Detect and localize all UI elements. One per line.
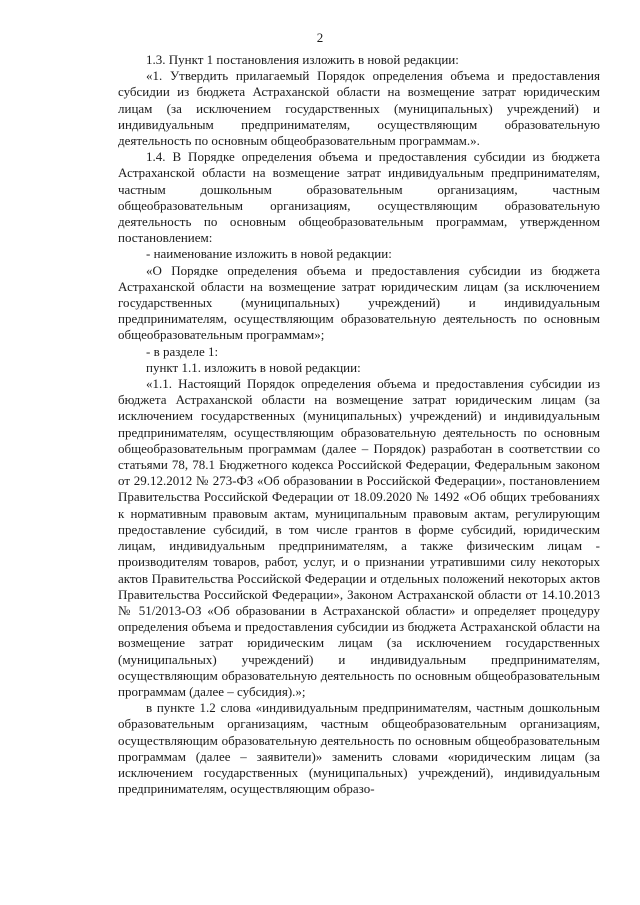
paragraph-1-4: 1.4. В Порядке определения объема и предоставления субсидии из бюджета Астраханской области на возмещение затрат индивидуальным предпринимателям, частным дошкольным образовательным организациям, частным общеобразовательным организациям, осуществляющим образовательную деятельность по основным общеобразовательным программам, утвержденном постановлением: xyxy=(118,149,600,246)
paragraph-section-1: - в разделе 1: xyxy=(146,343,219,359)
paragraph-quote-title: «О Порядке определения объема и предоставления субсидии из бюджета Астраханской области на возмещение затрат юридическим лицам (за исключением государственных (муниципальных) учреждений) и индивидуальным предпринимателям, осуществляющим образовательную деятельность по основным общеобразовательным программам»; xyxy=(118,262,600,343)
paragraph-1-3: 1.3. Пункт 1 постановления изложить в новой редакции: xyxy=(146,52,459,67)
page-number: 2 xyxy=(316,30,324,45)
document-body xyxy=(118,52,600,797)
paragraph-point-1-2: в пункте 1.2 слова «индивидуальным предпринимателям, частным дошкольным образовательным организациям, частным общеобразовательным организациям, осуществляющим образовательную деятельность по основным общеобразовательным программам (далее – заявители)» заменить словами «юридическим лицам (за исключением государственных (муниципальных) учреждений), индивидуальным предпринимателям, осуществляющим образо- xyxy=(118,700,600,797)
paragraph-quote-point-1: «1. Утвердить прилагаемый Порядок определения объема и предоставления субсидии из бюджета Астраханской области на возмещение затрат юридическим лицам (за исключением государственных (муниципальных) учреждений) и индивидуальным предпринимателям, осуществляющим образовательную деятельность по основным общеобразовательным программам.». xyxy=(118,68,600,149)
paragraph-title-change: - наименование изложить в новой редакции: xyxy=(146,246,392,262)
paragraph-point-1-1: пункт 1.1. изложить в новой редакции: xyxy=(146,359,361,375)
paragraph-quote-point-1-1: «1.1. Настоящий Порядок определения объема и предоставления субсидии из бюджета Астраханской области на возмещение затрат юридическим лицам (за исключением государственных (муниципальных) учреждений) и индивидуальным предпринимателям, осуществляющим образовательную деятельность по основным общеобразовательным программам (далее – Порядок) разработан в соответствии со статьями 78, 78.1 Бюджетного кодекса Российской Федерации, Федеральным законом от 29.12.2012 № 273-ФЗ «Об образовании в Российской Федерации», постановлением Правительства Российской Федерации от 18.09.2020 № 1492 «Об общих требованиях к нормативным правовым актам, муниципальным правовым актам, регулирующим предоставление субсидий, в том числе грантов в форме субсидий, юридическим лицам, индивидуальным предпринимателям, а также физическим лицам - производителям товаров, работ, услуг, и о признании утратившими силу некоторых актов Правительства Российской Федерации и отдельных положений некоторых актов Правительства Российской Федерации», Законом Астраханской области от 14.10.2013 № 51/2013-ОЗ «Об образовании в Астраханской области» и определяет процедуру определения объема и предоставления субсидии из бюджета Астраханской области на возмещение затрат юридическим лицам (за исключением государственных (муниципальных) учреждений) и индивидуальным предпринимателям, осуществляющим образовательную деятельность по основным общеобразовательным программам (далее – субсидия).»; xyxy=(118,376,600,699)
